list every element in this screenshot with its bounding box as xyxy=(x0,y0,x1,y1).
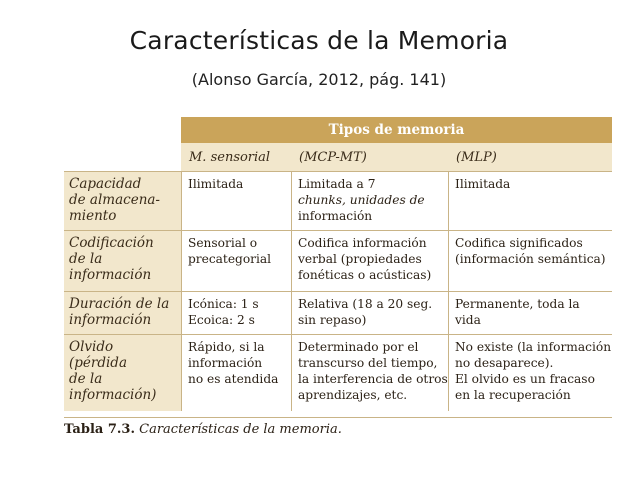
table-cell: Rápido, si la información no es atendida xyxy=(181,335,291,411)
table-row xyxy=(64,291,612,334)
table-cell: Determinado por el transcurso del tiempo, la interferencia de otros aprendizajes, etc. xyxy=(291,335,448,411)
table-cell: Permanente, toda la vida xyxy=(448,292,612,334)
slide-subtitle: (Alonso García, 2012, pág. 141) xyxy=(191,70,447,89)
column-header-sensorial: M. sensorial xyxy=(189,149,271,165)
table-band-title: Tipos de memoria xyxy=(181,117,612,143)
table-cell: Codifica información verbal (propiedades fonéticas o acústicas) xyxy=(291,231,448,291)
caption-text: Características de la memoria. xyxy=(139,422,342,437)
column-header-mcp: (MCP-MT) xyxy=(299,149,367,165)
row-header-codificacion: Codificación de la información xyxy=(64,231,181,291)
slide-title: Características de la Memoria xyxy=(129,26,509,55)
table-cell: Ilimitada xyxy=(448,172,612,230)
table-caption xyxy=(64,417,612,437)
memory-table xyxy=(64,117,612,437)
caption-label: Tabla 7.3. xyxy=(64,422,135,437)
row-header-duracion: Duración de la información xyxy=(64,292,181,334)
table-cell: Icónica: 1 s Ecoica: 2 s xyxy=(181,292,291,334)
table-row xyxy=(64,334,612,411)
table-cell: Limitada a 7 chunks, unidades de información xyxy=(291,172,448,230)
table-cell: No existe (la información no desaparece). El olvido es un fracaso en la recuperación xyxy=(448,335,612,411)
column-header-mlp: (MLP) xyxy=(456,149,497,165)
table-column-headers xyxy=(181,143,612,171)
table-cell: Sensorial o precategorial xyxy=(181,231,291,291)
row-header-capacidad: Capacidad de almacena- miento xyxy=(64,172,181,230)
table-cell: Ilimitada xyxy=(181,172,291,230)
table-cell: Codifica significados (información semántica) xyxy=(448,231,612,291)
row-header-olvido: Olvido (pérdida de la información) xyxy=(64,335,181,411)
table-row xyxy=(64,171,612,230)
table-cell: Relativa (18 a 20 seg. sin repaso) xyxy=(291,292,448,334)
table-row xyxy=(64,230,612,291)
